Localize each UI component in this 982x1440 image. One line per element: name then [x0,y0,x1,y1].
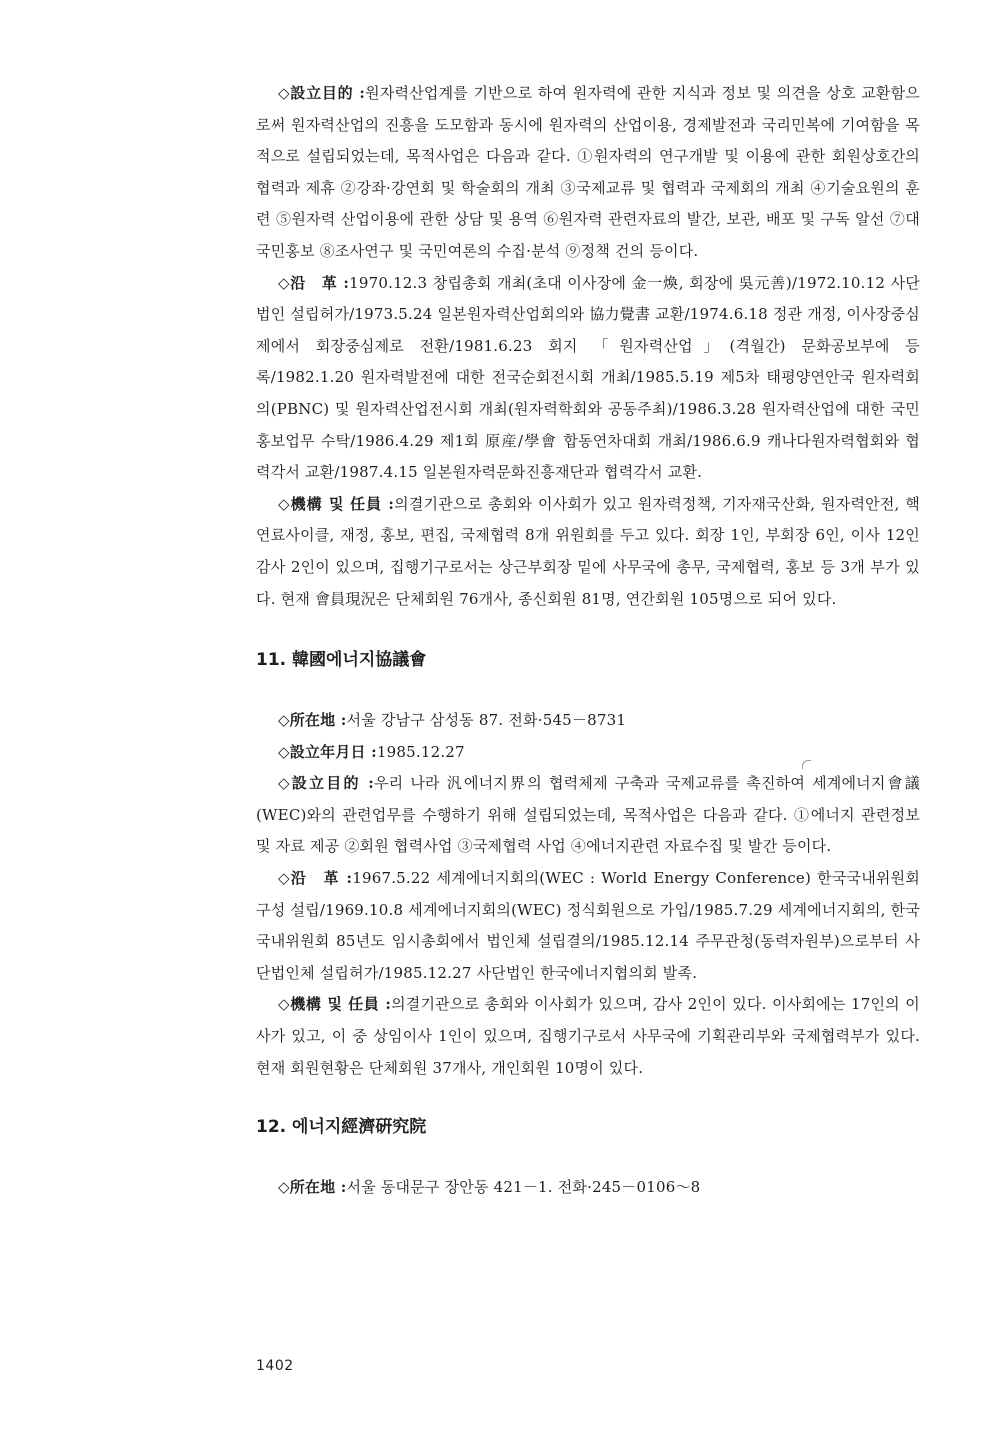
organization-text: 의결기관으로 총회와 이사회가 있고 원자력정책, 기자재국산화, 원자력안전, 핵연료사이클, 재정, 홍보, 편집, 국제협력 8개 위원회를 두고 있다. 회장 1인, 부회장 6인, 이사 12인 감사 2인이 있으며, 집행기구로서는 상근부회장 밑에 사무국에 총무, 국제협력, 홍보 등 3개 부가 있다. 현재 會員現況은 단체회원 76개사, 종신회원 81명, 연간회원 105명으로 되어 있다. [256,494,921,608]
organization-paragraph [256,989,920,1084]
location-label: ◇所在地 : [278,711,347,730]
history-text: 1967.5.22 세계에너지회의(WEC : World Energy Conference) 한국국내위원회 구성 설립/1969.10.8 세계에너지회의(WEC) 정식회원으로 가입/1985.7.29 세계에너지회의, 한국국내위원회 85년도 임시총회에서 법인체 설립결의/1985.12.14 주무관청(동력자원부)으로부터 사단법인체 설립허가/1985.12.27 사단법인 한국에너지협의회 발족. [256,869,920,982]
purpose-text: 우리 나라 汎에너지界의 협력체제 구축과 국제교류를 촉진하여 세계에너지會議(WEC)와의 관련업무를 수행하기 위해 설립되었는데, 목적사업은 다음과 같다. ①에너지 관련정보 및 자료 제공 ②회원 협력사업 ③국제협력 사업 ④에너지관련 자료수집 및 발간 등이다. [256,774,920,856]
history-label: ◇沿 革 : [278,273,350,292]
location-text: 서울 동대문구 장안동 421－1. 전화·245－0106～8 [346,1178,701,1197]
founding-date-label: ◇設立年月日 : [278,742,377,761]
purpose-text: 원자력산업계를 기반으로 하여 원자력에 관한 지식과 정보 및 의견을 상호 교환함으로써 원자력산업의 진흥을 도모함과 동시에 원자력의 산업이용, 경제발전과 국리민복에 기여함을 목적으로 설립되었는데, 목적사업은 다음과 같다. ①원자력의 연구개발 및 이용에 관한 회원상호간의 협력과 제휴 ②강좌·강연회 및 학술회의 개최 ③국제교류 및 협력과 국제회의 개최 ④기술요원의 훈련 ⑤원자력 산업이용에 관한 상담 및 용역 ⑥원자력 관련자료의 발간, 보관, 배포 및 구독 알선 ⑦대국민홍보 ⑧조사연구 및 국민여론의 수집·분석 ⑨정책 건의 등이다. [256,84,920,260]
location-label: ◇所在地 : [278,1178,347,1197]
organization-text: 의결기관으로 총회와 이사회가 있으며, 감사 2인이 있다. 이사회에는 17인의 이사가 있고, 이 중 상임이사 1인이 있으며, 집행기구로서 사무국에 기획관리부와 국제협력부가 있다. 현재 회원현황은 단체회원 37개사, 개인회원 10명이 있다. [256,995,920,1077]
page-content [256,78,920,1204]
organization-paragraph [256,489,920,615]
purpose-paragraph [256,768,920,863]
organization-label: ◇機構 및 任員 : [278,494,395,513]
page-number: 1402 [256,1358,294,1374]
location-paragraph [256,705,920,737]
founding-date-text: 1985.12.27 [376,742,465,761]
section-heading-korea-energy-council: 11. 韓國에너지協議會 [256,650,427,671]
founding-date-paragraph [256,737,920,769]
history-paragraph [256,863,920,989]
location-text: 서울 강남구 삼성동 87. 전화·545－8731 [346,711,627,730]
purpose-label: ◇設立目的 : [278,84,366,102]
organization-label: ◇機構 및 任員 : [278,995,392,1014]
purpose-label: ◇設立目的 : [278,774,374,793]
location-paragraph [256,1172,920,1204]
section-heading-energy-economics-institute: 12. 에너지經濟硏究院 [256,1117,427,1138]
history-paragraph [256,268,920,489]
scan-mark [802,760,811,769]
history-text: 1970.12.3 창립총회 개최(초대 이사장에 金一煥, 회장에 吳元善)/1972.10.12 사단법인 설립허가/1973.5.24 일본원자력산업회의와 協力覺書 교환/1974.6.18 정관 개정, 이사장중심제에서 회장중심제로 전환/1981.6.23 회지 「원자력산업」(격월간) 문화공보부에 등록/1982.1.20 원자력발전에 대한 전국순회전시회 개최/1985.5.19 제5차 태평양연안국 원자력회의(PBNC) 및 원자력산업전시회 개최(원자력학회와 공동주최)/1986.3.28 원자력산업에 대한 국민홍보업무 수탁/1986.4.29 제1회 原産/學會 합동연차대회 개최/1986.6.9 캐나다원자력협회와 협력각서 교환/1987.4.15 일본원자력문화진흥재단과 협력각서 교환. [256,273,920,482]
history-label: ◇沿 革 : [278,869,353,888]
purpose-paragraph [256,78,920,268]
